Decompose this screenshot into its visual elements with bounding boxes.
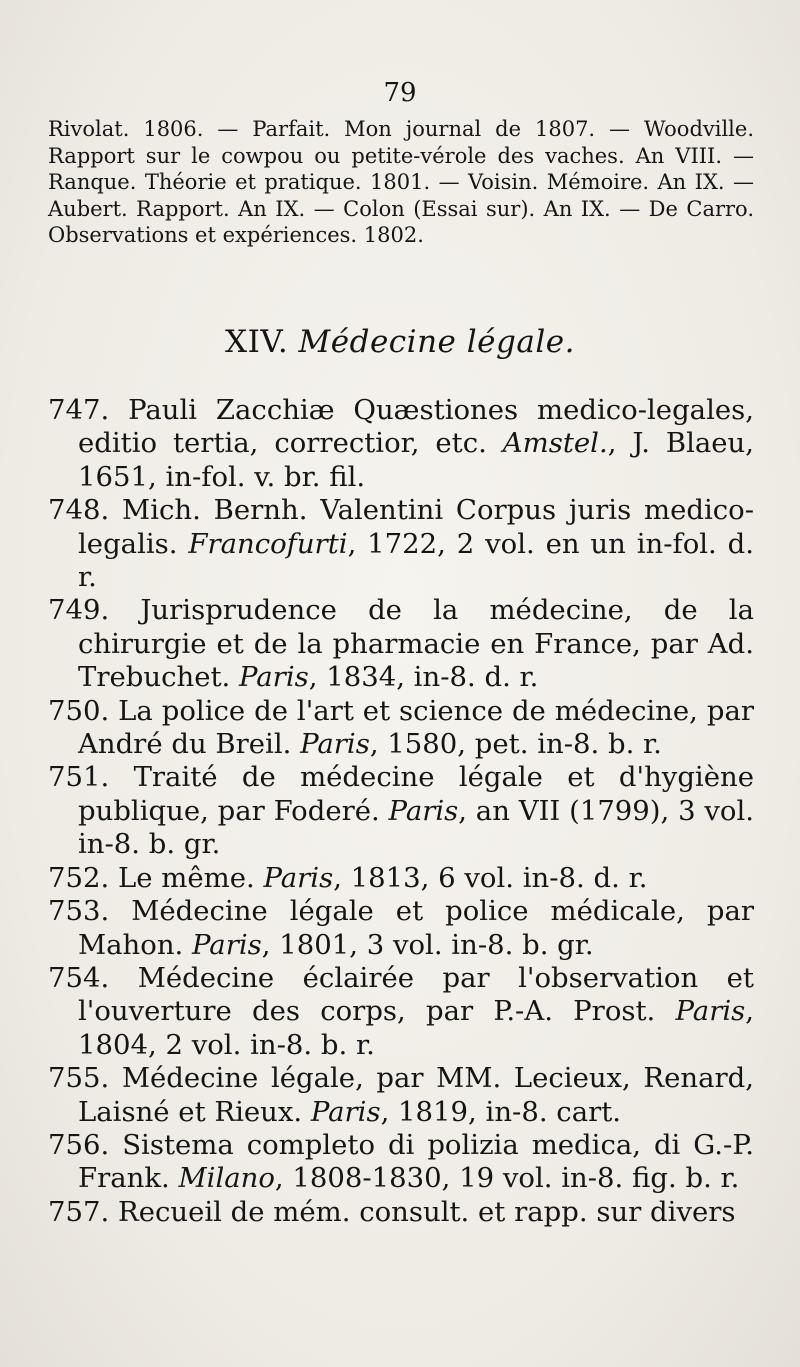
bibliography-entry [48,494,754,594]
bibliography-entry [48,695,754,762]
bibliography-entry [48,962,754,1062]
entry-number: 751. [48,761,110,794]
entry-text: Mich. Bernh. Valentini Corpus juris medico-legalis. [78,494,754,560]
entry-details: , J. Blaeu, 1651, in-fol. v. br. fil. [78,427,755,493]
bibliography-entry [48,761,754,861]
entry-city: Paris [239,661,309,694]
entry-text: Médecine légale et police médicale, par Mahon. [78,895,754,961]
entry-details: , 1801, 3 vol. in-8. b. gr. [261,928,594,961]
entry-city: Paris [310,1095,381,1128]
entry-city: Paris [388,794,459,827]
page-number: 79 [383,78,417,108]
bibliography-entry [48,394,754,494]
entry-number: 756. [48,1128,110,1161]
entry-text: Recueil de mém. consult. et rapp. sur divers [117,1195,736,1228]
entry-text: Médecine éclairée par l'observation et l'ouverture des corps, par P.-A. Prost. [78,961,754,1028]
entry-city: Francofurti [188,527,348,560]
entry-city: Amstel. [502,427,608,460]
entry-city: Paris [263,861,334,894]
bibliography-list [48,394,754,1229]
entry-city: Milano [178,1162,275,1195]
entry-details: , 1834, in-8. d. r. [308,661,539,694]
bibliography-entry [48,1196,754,1229]
intro-paragraph: Rivolat. 1806. — Parfait. Mon journal de 1807. — Woodville. Rapport sur le cowpou ou petite-vérole des vaches. An VIII. — Ranque. Théorie et pratique. 1801. — Voisin. Mémoire. An IX. — Aubert. Rapport. An IX. — Colon (Essai sur). An IX. — De Carro. Observations et expériences. 1802. [48,117,754,247]
entry-text: Sistema completo di polizia medica, di G.-P. Frank. [78,1128,754,1195]
entry-details: , 1804, 2 vol. in-8. b. r. [78,995,754,1061]
entry-details: , 1819, in-8. cart. [380,1095,622,1128]
entry-number: 754. [48,961,110,994]
bibliography-entry [48,594,754,694]
entry-details: , 1722, 2 vol. en un in-fol. d. r. [78,527,754,594]
bibliography-entry [48,895,754,962]
entry-number: 752. [48,861,110,894]
entry-text: La police de l'art et science de médecine, par André du Breil. [78,694,754,761]
section-title: Médecine légale. [298,324,575,360]
bibliography-entry [48,862,754,895]
entry-number: 749. [48,594,110,627]
entry-number: 753. [48,895,110,928]
entry-number: 750. [48,694,110,727]
entry-city: Paris [300,728,370,761]
entry-details: , an VII (1799), 3 vol. in-8. b. gr. [78,794,754,861]
entry-details: , 1580, pet. in-8. b. r. [369,728,662,761]
entry-city: Paris [192,928,262,961]
entry-details: , 1813, 6 vol. in-8. d. r. [333,861,648,894]
entry-text: Le même. [117,861,255,894]
entry-text: Médecine légale, par MM. Lecieux, Renard, Laisné et Rieux. [78,1062,754,1128]
bibliography-entry [48,1062,754,1129]
entry-city: Paris [675,995,746,1028]
section-heading [0,324,800,360]
section-number: XIV. [225,324,289,360]
bibliography-entry [48,1129,754,1196]
entry-number: 757. [48,1195,110,1228]
entry-number: 747. [48,394,110,426]
entry-text: Pauli Zacchiæ Quæstiones medico-legales, editio tertia, correctior, etc. [78,394,754,460]
entry-number: 748. [48,494,110,527]
entry-details: , 1808-1830, 19 vol. in-8. fig. b. r. [274,1162,740,1195]
entry-text: Jurisprudence de la médecine, de la chirurgie et de la pharmacie en France, par Ad. Trebuchet. [78,594,755,694]
entry-number: 755. [48,1062,110,1095]
entry-text: Traité de médecine légale et d'hygiène publique, par Foderé. [78,761,754,827]
